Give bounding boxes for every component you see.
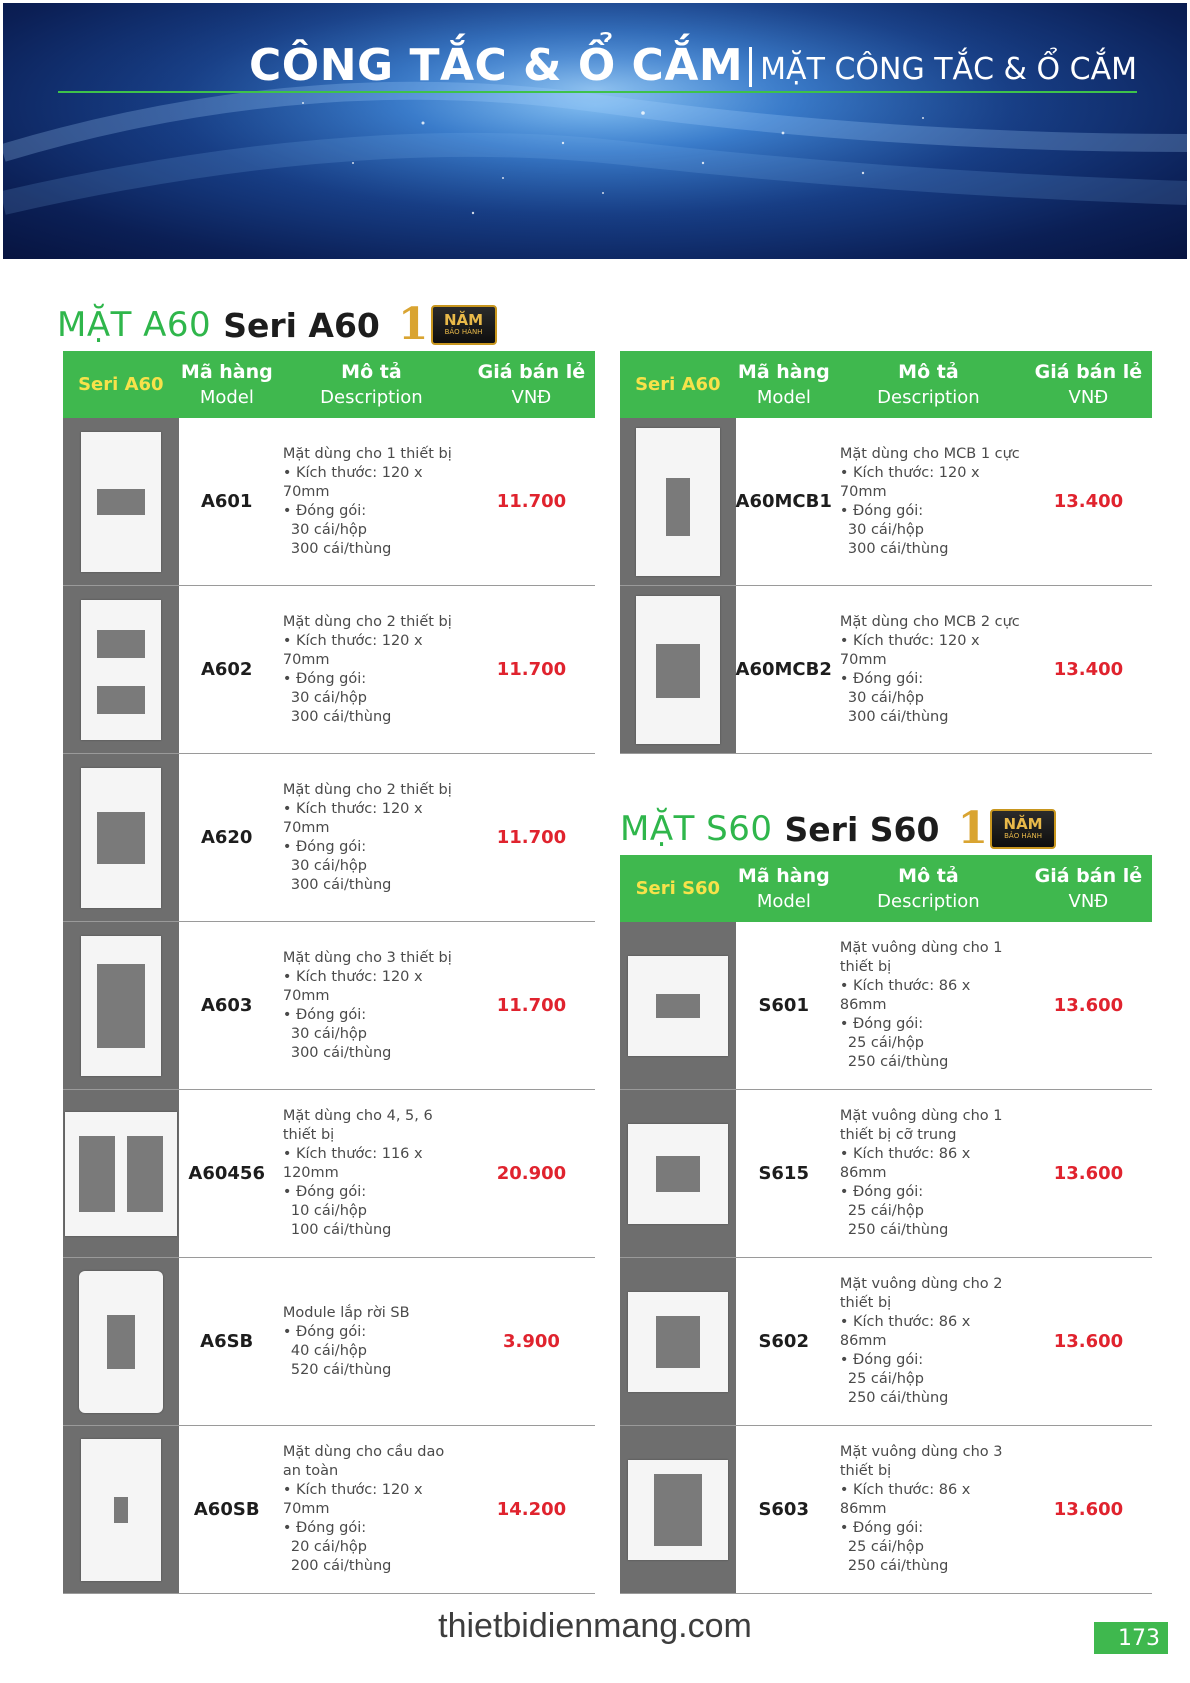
warranty-badge (397, 299, 497, 350)
desc-line: 300 cái/thùng (290, 540, 392, 557)
product-description (275, 586, 468, 753)
banner-divider (58, 91, 1137, 93)
header-series: Seri A60 (78, 374, 164, 395)
product-description (275, 1090, 468, 1257)
desc-line: 300 cái/thùng (847, 540, 949, 557)
desc-line: • Đóng gói: (839, 1016, 924, 1032)
product-price: 13.600 (1053, 1331, 1124, 1352)
warranty-label: NĂM (443, 311, 484, 330)
desc-line: 250 cái/thùng (847, 1054, 949, 1070)
desc-line: 40 cái/hộp (290, 1342, 367, 1359)
warranty-sub-label: BẢO HÀNH (444, 328, 483, 337)
product-model: S615 (758, 1163, 809, 1184)
table-row (63, 1426, 595, 1594)
header-description (832, 864, 1025, 914)
desc-line: 25 cái/hộp (847, 1035, 924, 1051)
header-price-vi: Giá bán lẻ (477, 360, 586, 383)
desc-line: 30 cái/hộp (290, 1025, 367, 1042)
product-model: A601 (200, 491, 253, 512)
table-row (620, 922, 1152, 1090)
table-row (63, 1258, 595, 1426)
plate-3-slot-icon (63, 922, 179, 1089)
header-price-vi: Giá bán lẻ (1034, 360, 1143, 383)
product-price: 20.900 (496, 1163, 567, 1184)
desc-line: thiết bị (839, 959, 892, 975)
desc-line: 250 cái/thùng (847, 1558, 949, 1574)
product-description (275, 418, 468, 585)
desc-line: Mặt dùng cho 2 thiết bị (282, 781, 452, 798)
header-price-en: VNĐ (1068, 386, 1109, 408)
product-model: A620 (200, 827, 253, 848)
desc-line: Mặt dùng cho 3 thiết bị (282, 949, 452, 966)
table-row (63, 418, 595, 586)
header-series: Seri S60 (635, 878, 721, 899)
warranty-years: 1 (957, 803, 989, 854)
banner-subtitle: MẶT CÔNG TẮC & Ổ CẮM (760, 52, 1137, 87)
desc-line: • Đóng gói: (282, 1184, 367, 1200)
table-row (620, 418, 1152, 586)
desc-line: Mặt dùng cho 1 thiết bị (282, 445, 452, 462)
banner-main-title: CÔNG TẮC & Ổ CẮM (249, 40, 744, 91)
header-model (736, 864, 832, 914)
desc-line: • Kích thước: 120 x 70mm (282, 632, 423, 668)
footer-website[interactable]: thietbidienmang.com (438, 1607, 752, 1645)
desc-line: • Đóng gói: (282, 1006, 367, 1023)
header-model-vi: Mã hàng (737, 864, 830, 887)
desc-line: 520 cái/thùng (290, 1361, 392, 1378)
product-description (275, 1258, 468, 1425)
desc-line: • Đóng gói: (839, 670, 924, 687)
desc-line: 25 cái/hộp (847, 1203, 924, 1219)
header-desc-en: Description (877, 890, 980, 912)
desc-line: 30 cái/hộp (290, 857, 367, 874)
product-price: 13.400 (1053, 491, 1124, 512)
square-plate-1-icon (620, 922, 736, 1089)
product-model: S603 (758, 1499, 809, 1520)
desc-line: 20 cái/hộp (290, 1539, 367, 1555)
plate-2-slot-icon (63, 586, 179, 753)
product-description (832, 418, 1025, 585)
product-description (832, 922, 1025, 1089)
desc-line: 10 cái/hộp (290, 1203, 367, 1219)
product-model: S602 (758, 1331, 809, 1352)
desc-line: • Kích thước: 120 x 70mm (282, 800, 423, 836)
desc-line: 200 cái/thùng (290, 1558, 392, 1574)
product-model: A60MCB2 (735, 659, 832, 680)
header-desc-vi: Mô tả (898, 864, 959, 887)
desc-line: Module lắp rời SB (282, 1304, 410, 1321)
header-price (1025, 864, 1152, 914)
desc-line: 300 cái/thùng (290, 876, 392, 893)
product-price: 11.700 (496, 995, 567, 1016)
desc-line: Mặt dùng cho MCB 1 cực (839, 445, 1020, 462)
product-price: 13.600 (1053, 1163, 1124, 1184)
product-description (832, 586, 1025, 753)
product-price: 13.400 (1053, 659, 1124, 680)
product-model: S601 (758, 995, 809, 1016)
desc-line: Mặt vuông dùng cho 2 (839, 1276, 1003, 1292)
header-model-en: Model (756, 386, 811, 408)
desc-line: 25 cái/hộp (847, 1371, 924, 1387)
desc-line: Mặt dùng cho cầu dao (282, 1444, 445, 1460)
desc-line: • Kích thước: 120 x 70mm (282, 464, 423, 500)
plate-double-icon (63, 1090, 179, 1257)
desc-line: 100 cái/thùng (290, 1222, 392, 1238)
header-description (275, 360, 468, 410)
desc-line: • Kích thước: 86 x 86mm (839, 978, 971, 1013)
header-model-en: Model (756, 890, 811, 912)
header-price (1025, 360, 1152, 410)
product-model: A6SB (200, 1331, 254, 1352)
header-desc-en: Description (320, 386, 423, 408)
desc-line: • Kích thước: 86 x 86mm (839, 1314, 971, 1349)
desc-line: 30 cái/hộp (290, 521, 367, 538)
desc-line: 300 cái/thùng (847, 708, 949, 725)
table-row (620, 1258, 1152, 1426)
header-model (179, 360, 275, 410)
product-price: 11.700 (496, 659, 567, 680)
header-desc-en: Description (877, 386, 980, 408)
banner-separator (749, 47, 752, 87)
desc-line: • Đóng gói: (839, 1352, 924, 1368)
square-plate-medium-icon (620, 1090, 736, 1257)
s60-product-table (620, 855, 1152, 1594)
desc-line: Mặt vuông dùng cho 1 (839, 1108, 1003, 1124)
warranty-sub-label: BẢO HÀNH (1004, 832, 1042, 841)
header-price-en: VNĐ (1068, 890, 1109, 912)
desc-line: • Đóng gói: (282, 670, 367, 687)
module-sb-icon (63, 1258, 179, 1425)
desc-line: 250 cái/thùng (847, 1222, 949, 1238)
product-description (275, 922, 468, 1089)
header-model-en: Model (199, 386, 254, 408)
desc-line: • Kích thước: 120 x 70mm (282, 968, 423, 1004)
product-description (832, 1090, 1025, 1257)
product-description (832, 1258, 1025, 1425)
desc-line: • Đóng gói: (839, 502, 924, 519)
desc-line: 30 cái/hộp (847, 521, 924, 538)
section-heading-a60 (57, 299, 497, 350)
desc-line: 300 cái/thùng (290, 1044, 392, 1061)
section-s60-title: MẶT S60 (620, 809, 773, 849)
header-price-en: VNĐ (511, 386, 552, 408)
header-model-vi: Mã hàng (737, 360, 830, 383)
desc-line: • Kích thước: 86 x 86mm (839, 1146, 971, 1181)
plate-mcb1-icon (620, 418, 736, 585)
header-series: Seri A60 (635, 374, 721, 395)
desc-line: • Kích thước: 120 x 70mm (839, 632, 980, 668)
section-a60-title: MẶT A60 (57, 305, 212, 345)
warranty-label-box (990, 809, 1056, 849)
desc-line: 30 cái/hộp (847, 689, 924, 706)
plate-1-slot-icon (63, 418, 179, 585)
header-desc-vi: Mô tả (898, 360, 959, 383)
desc-line: Mặt dùng cho 2 thiết bị (282, 613, 452, 630)
banner-title (249, 31, 1137, 91)
a60-product-table (63, 351, 595, 1594)
plate-breaker-icon (63, 1426, 179, 1593)
product-price: 11.700 (496, 491, 567, 512)
header-price-vi: Giá bán lẻ (1034, 864, 1143, 887)
product-model: A60SB (193, 1499, 260, 1520)
plate-square-slot-icon (63, 754, 179, 921)
product-description (832, 1426, 1025, 1593)
desc-line: • Kích thước: 120 x 70mm (282, 1482, 423, 1517)
table-row (620, 1426, 1152, 1594)
desc-line: • Đóng gói: (282, 1323, 367, 1340)
desc-line: Mặt dùng cho 4, 5, 6 thiết bị (282, 1108, 433, 1143)
desc-line: • Đóng gói: (839, 1520, 924, 1536)
section-s60-series: Seri S60 (784, 809, 940, 849)
desc-line: thiết bị (839, 1463, 892, 1479)
square-plate-3-icon (620, 1426, 736, 1593)
product-description (275, 754, 468, 921)
desc-line: 250 cái/thùng (847, 1390, 949, 1406)
desc-line: an toàn (282, 1463, 339, 1479)
product-price: 13.600 (1053, 995, 1124, 1016)
table-row (620, 586, 1152, 754)
product-model: A60MCB1 (735, 491, 832, 512)
product-price: 14.200 (496, 1499, 567, 1520)
desc-line: Mặt dùng cho MCB 2 cực (839, 613, 1020, 630)
desc-line: 300 cái/thùng (290, 708, 392, 725)
table-row (63, 586, 595, 754)
header-description (832, 360, 1025, 410)
section-heading-s60 (620, 803, 1056, 854)
desc-line: Mặt vuông dùng cho 1 (839, 940, 1003, 956)
warranty-label-box (431, 305, 497, 345)
desc-line: thiết bị (839, 1295, 892, 1311)
desc-line: • Đóng gói: (282, 1520, 367, 1536)
desc-line: • Kích thước: 86 x 86mm (839, 1482, 971, 1517)
a60-mcb-table (620, 351, 1152, 754)
product-model: A603 (200, 995, 253, 1016)
desc-line: 30 cái/hộp (290, 689, 367, 706)
table-row (620, 1090, 1152, 1258)
warranty-label: NĂM (1003, 815, 1043, 834)
header-banner (3, 3, 1187, 259)
product-price: 13.600 (1053, 1499, 1124, 1520)
header-price (468, 360, 595, 410)
page-number: 173 (1094, 1622, 1168, 1654)
plate-mcb2-icon (620, 586, 736, 753)
table-row (63, 922, 595, 1090)
header-model (736, 360, 832, 410)
desc-line: • Đóng gói: (282, 838, 367, 855)
product-price: 11.700 (496, 827, 567, 848)
desc-line: • Đóng gói: (282, 502, 367, 519)
square-plate-2-icon (620, 1258, 736, 1425)
table-row (63, 754, 595, 922)
warranty-badge (957, 803, 1056, 854)
product-model: A602 (200, 659, 253, 680)
header-model-vi: Mã hàng (180, 360, 273, 383)
desc-line: • Kích thước: 116 x 120mm (282, 1146, 423, 1181)
product-price: 3.900 (502, 1331, 560, 1352)
desc-line: Mặt vuông dùng cho 3 (839, 1444, 1003, 1460)
table-row (63, 1090, 595, 1258)
desc-line: • Đóng gói: (839, 1184, 924, 1200)
desc-line: thiết bị cỡ trung (839, 1127, 957, 1143)
table-header (620, 855, 1152, 922)
product-model: A60456 (188, 1163, 265, 1184)
product-description (275, 1426, 468, 1593)
section-a60-series: Seri A60 (223, 305, 380, 345)
desc-line: • Kích thước: 120 x 70mm (839, 464, 980, 500)
header-desc-vi: Mô tả (341, 360, 402, 383)
table-header (620, 351, 1152, 418)
warranty-years: 1 (397, 299, 429, 350)
desc-line: 25 cái/hộp (847, 1539, 924, 1555)
table-header (63, 351, 595, 418)
